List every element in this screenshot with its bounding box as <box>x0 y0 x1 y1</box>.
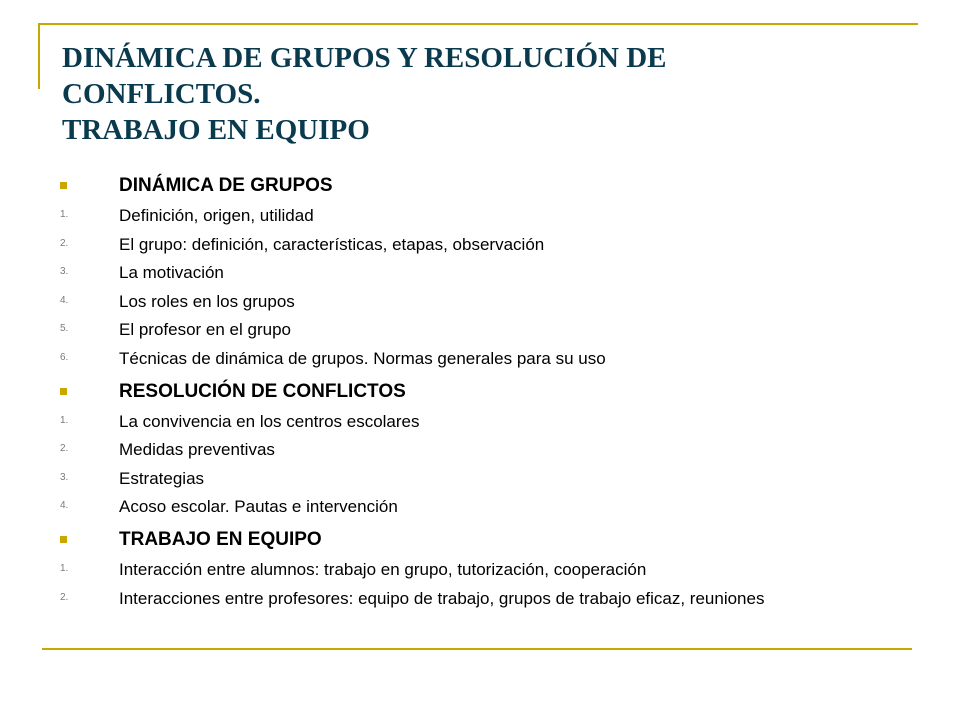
item-number: 4. <box>60 500 69 512</box>
list-item <box>0 467 960 496</box>
item-number: 3. <box>60 266 69 278</box>
section-heading-text: DINÁMICA DE GRUPOS <box>119 175 333 196</box>
item-number: 1. <box>60 209 69 220</box>
list-item <box>0 410 960 439</box>
item-text: Estrategias <box>119 468 205 488</box>
item-text: El grupo: definición, características, etapas, observación <box>119 234 545 254</box>
list-item <box>0 558 960 587</box>
item-number: 4. <box>60 294 69 306</box>
item-text: La motivación <box>119 263 224 283</box>
slide-content <box>0 170 960 643</box>
list-item <box>0 347 960 376</box>
top-rule <box>38 23 918 25</box>
section-heading <box>0 170 960 204</box>
square-bullet-icon <box>60 388 67 395</box>
item-text: Los roles en los grupos <box>119 291 295 311</box>
item-text: Definición, origen, utilidad <box>119 206 314 225</box>
item-text: Interacciones entre profesores: equipo de trabajo, grupos de trabajo eficaz, reuniones <box>119 588 765 608</box>
list-item <box>0 261 960 290</box>
section-heading-text: TRABAJO EN EQUIPO <box>119 528 322 550</box>
square-bullet-icon <box>60 182 67 189</box>
section-heading-text: RESOLUCIÓN DE CONFLICTOS <box>119 380 406 402</box>
section-heading <box>0 524 960 558</box>
slide-title <box>62 40 922 148</box>
item-number: 5. <box>60 323 69 335</box>
item-text: Acoso escolar. Pautas e intervención <box>119 497 398 517</box>
square-bullet-icon <box>60 536 67 543</box>
list-item <box>0 204 960 233</box>
section-heading <box>0 376 960 410</box>
item-number: 2. <box>60 591 69 603</box>
item-text: La convivencia en los centros escolares <box>119 411 420 431</box>
item-number: 1. <box>60 562 69 574</box>
item-number: 3. <box>60 471 69 483</box>
item-text: El profesor en el grupo <box>119 320 291 340</box>
list-item <box>0 318 960 347</box>
item-number: 6. <box>60 351 69 363</box>
list-item <box>0 290 960 319</box>
title-line-1: DINÁMICA DE GRUPOS Y RESOLUCIÓN DE <box>62 42 667 74</box>
item-text: Técnicas de dinámica de grupos. Normas generales para su uso <box>119 348 606 368</box>
item-number: 2. <box>60 237 69 249</box>
item-text: Interacción entre alumnos: trabajo en grupo, tutorización, cooperación <box>119 559 647 579</box>
list-item <box>0 587 960 643</box>
left-rule <box>38 23 40 89</box>
item-number: 1. <box>60 414 69 426</box>
item-number: 2. <box>60 443 69 455</box>
title-line-2: CONFLICTOS. <box>62 78 261 110</box>
list-item <box>0 233 960 262</box>
list-item <box>0 495 960 524</box>
list-item <box>0 438 960 467</box>
item-text: Medidas preventivas <box>119 440 275 460</box>
title-line-3: TRABAJO EN EQUIPO <box>62 114 370 146</box>
bottom-rule <box>42 648 912 650</box>
